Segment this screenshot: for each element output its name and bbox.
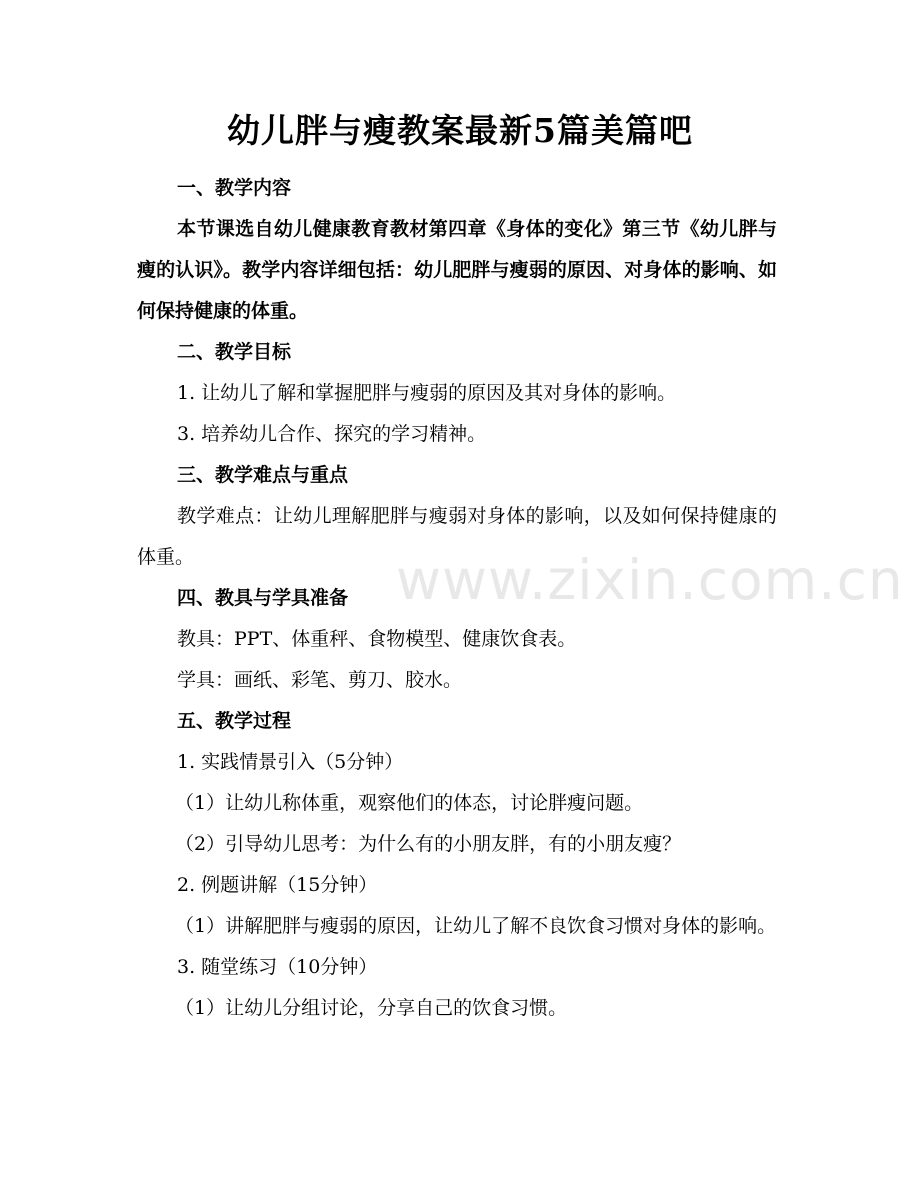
section-heading-materials: 四、教具与学具准备 xyxy=(177,587,349,609)
section-heading-difficulties: 三、教学难点与重点 xyxy=(177,464,349,486)
objective-item-3: 3. 培养幼儿合作、探究的学习精神。 xyxy=(177,423,487,445)
section-heading-content: 一、教学内容 xyxy=(177,177,292,199)
process-step-2-a: （1）讲解肥胖与瘦弱的原因，让幼儿了解不良饮食习惯对身体的影响。 xyxy=(175,915,777,937)
process-step-2: 2. 例题讲解（15分钟） xyxy=(177,874,378,896)
process-step-3: 3. 随堂练习（10分钟） xyxy=(177,956,378,978)
document-title: 幼儿胖与瘦教案最新5篇美篇吧 xyxy=(227,111,693,150)
section-content-paragraph: 本节课选自幼儿健康教育教材第四章《身体的变化》第三节《幼儿胖与瘦的认识》。教学内容详细包括：幼儿肥胖与瘦弱的原因、对身体的影响、如何保持健康的体重。 xyxy=(137,218,777,322)
process-step-3-a: （1）让幼儿分组讨论，分享自己的饮食习惯。 xyxy=(175,997,568,1019)
objective-item-1: 1. 让幼儿了解和掌握肥胖与瘦弱的原因及其对身体的影响。 xyxy=(177,382,677,404)
difficulties-paragraph: 教学难点：让幼儿理解肥胖与瘦弱对身体的影响，以及如何保持健康的体重。 xyxy=(137,505,777,568)
teacher-tools-line: 教具：PPT、体重秤、食物模型、健康饮食表。 xyxy=(177,628,577,650)
section-heading-objectives: 二、教学目标 xyxy=(177,341,292,363)
student-tools-line: 学具：画纸、彩笔、剪刀、胶水。 xyxy=(177,669,463,691)
process-step-1-b: （2）引导幼儿思考：为什么有的小朋友胖，有的小朋友瘦？ xyxy=(175,833,682,855)
process-step-1-a: （1）让幼儿称体重，观察他们的体态，讨论胖瘦问题。 xyxy=(175,792,644,814)
watermark: www.zixin.com.cn xyxy=(396,548,904,612)
process-step-1: 1. 实践情景引入（5分钟） xyxy=(177,751,404,773)
document-body xyxy=(137,168,777,1029)
section-heading-process: 五、教学过程 xyxy=(177,710,292,732)
